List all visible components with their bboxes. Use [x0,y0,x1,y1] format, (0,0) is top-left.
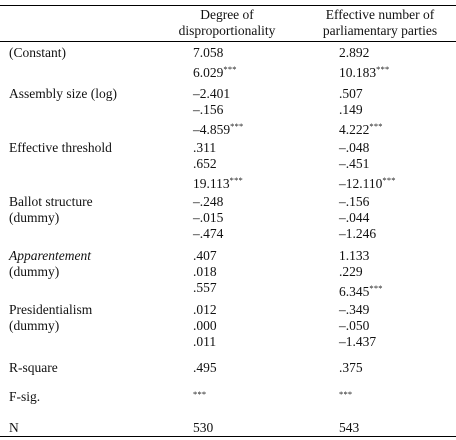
cell-value-line [193,264,217,280]
coefficient-value: .407 [193,248,217,263]
cell-value-line [339,226,376,242]
column-header-disproportionality [162,7,292,39]
coefficient-value: –.451 [339,156,370,171]
cell-value-line [193,45,237,61]
cell-disproportionality [193,194,223,242]
table-bottom-rule [0,436,456,437]
cell-disproportionality [193,420,213,436]
cell-value-line [339,194,376,210]
cell-value-line [193,118,244,137]
coefficient-value: .018 [193,264,217,279]
cell-disproportionality [193,248,217,296]
significance-stars: *** [382,175,396,185]
cell-effective-parties [339,360,363,376]
coefficient-value: –1.246 [339,226,377,241]
cell-value-line [193,156,243,172]
coefficient-value: –.048 [339,140,370,155]
cell-effective-parties [339,248,383,299]
row-label [9,45,66,61]
coefficient-value: –.156 [193,102,224,117]
coefficient-value: 1.133 [339,248,370,263]
cell-value-line [193,86,243,102]
significance-stars: *** [376,64,390,74]
cell-disproportionality [193,140,243,191]
coefficient-value: –4.859 [193,122,231,137]
cell-disproportionality [193,302,217,350]
header-rule [0,41,456,42]
row-label [9,248,91,280]
coefficient-value: .011 [193,334,217,349]
row-label-line: R-square [9,360,58,375]
cell-value-line [193,360,217,376]
column-header-line: parliamentary parties [322,23,438,38]
cell-value-line [339,420,359,436]
cell-value-line [339,45,389,61]
cell-effective-parties [339,194,376,242]
coefficient-value: –2.401 [193,86,231,101]
coefficient-value: 7.058 [193,45,224,60]
row-label-line: (dummy) [9,318,60,333]
cell-value-line [339,118,383,137]
column-header-effective-parties [306,7,454,39]
coefficient-value: 6.029 [193,65,224,80]
cell-value-line [339,302,376,318]
coefficient-value: –1.437 [339,334,377,349]
cell-value-line [339,280,383,299]
cell-disproportionality [193,86,244,137]
coefficient-value: .012 [193,302,217,317]
coefficient-value: 530 [193,420,214,435]
coefficient-value: 2.892 [339,45,370,60]
row-label-line: (dummy) [9,264,60,279]
row-label-line: (Constant) [9,45,66,60]
row-label-line: Ballot structure [9,194,93,209]
column-header-line: Effective number of [325,7,435,22]
cell-disproportionality [193,45,237,80]
coefficient-value: .375 [339,360,363,375]
row-label [9,86,117,102]
coefficient-value: .000 [193,318,217,333]
coefficient-value: .507 [339,86,363,101]
coefficient-value: 19.113 [193,176,230,191]
row-label-line: Assembly size (log) [9,86,117,101]
coefficient-value: .495 [193,360,217,375]
coefficient-value: –.248 [193,194,224,209]
cell-value-line [193,210,223,226]
row-label-line: Effective threshold [9,140,112,155]
cell-value-line [339,102,383,118]
table-top-rule [0,5,456,6]
cell-effective-parties [339,389,352,405]
significance-stars: *** [369,121,383,131]
significance-stars: *** [230,121,244,131]
cell-value-line [193,194,223,210]
coefficient-value: .311 [193,140,217,155]
coefficient-value: 10.183 [339,65,377,80]
coefficient-value: .652 [193,156,217,171]
cell-value-line [339,210,376,226]
cell-value-line [193,248,217,264]
coefficient-value: –.156 [339,194,370,209]
row-label-line: F-sig. [9,389,41,404]
significance-stars: *** [193,389,207,399]
cell-value-line [339,61,390,80]
cell-effective-parties [339,302,376,350]
row-label-line: (dummy) [9,210,60,225]
cell-value-line [339,172,396,191]
cell-value-line [339,264,383,280]
significance-stars: *** [223,64,237,74]
cell-effective-parties [339,420,359,436]
cell-value-line [193,61,237,80]
row-label-line: Presidentialism [9,302,93,317]
coefficient-value: 6.345 [339,284,370,299]
cell-value-line [339,334,376,350]
coefficient-value: –.015 [193,210,224,225]
cell-value-line [193,172,243,191]
cell-value-line [339,86,383,102]
cell-value-line [193,140,243,156]
coefficient-value: .149 [339,102,363,117]
cell-value-line [193,280,217,296]
cell-effective-parties [339,140,396,191]
row-label-line: Apparentement [9,248,91,263]
cell-value-line [339,156,396,172]
row-label [9,194,93,226]
cell-value-line [193,226,223,242]
coefficient-value: –.349 [339,302,370,317]
cell-value-line [339,389,352,405]
row-label [9,302,92,334]
row-label [9,389,40,405]
cell-value-line [193,420,213,436]
row-label-line: N [9,420,19,435]
coefficient-value: –.044 [339,210,370,225]
cell-value-line [193,334,217,350]
coefficient-value: .229 [339,264,363,279]
cell-disproportionality [193,389,206,405]
coefficient-value: –12.110 [339,176,383,191]
significance-stars: *** [369,283,383,293]
coefficient-value: .557 [193,280,217,295]
cell-value-line [193,102,243,118]
cell-effective-parties [339,45,390,80]
row-label [9,140,112,156]
coefficient-value: –.474 [193,226,224,241]
cell-value-line [339,360,363,376]
column-header-line: disproportionality [178,23,276,38]
significance-stars: *** [229,175,243,185]
coefficient-value: 543 [339,420,360,435]
cell-effective-parties [339,86,383,137]
cell-value-line [339,318,376,334]
row-label [9,420,19,436]
significance-stars: *** [339,389,353,399]
row-label [9,360,58,376]
column-header-line: Degree of [200,7,254,22]
cell-value-line [193,389,206,405]
cell-disproportionality [193,360,217,376]
coefficient-value: 4.222 [339,122,370,137]
cell-value-line [193,318,217,334]
coefficient-value: –.050 [339,318,370,333]
cell-value-line [193,302,217,318]
cell-value-line [339,140,396,156]
cell-value-line [339,248,383,264]
